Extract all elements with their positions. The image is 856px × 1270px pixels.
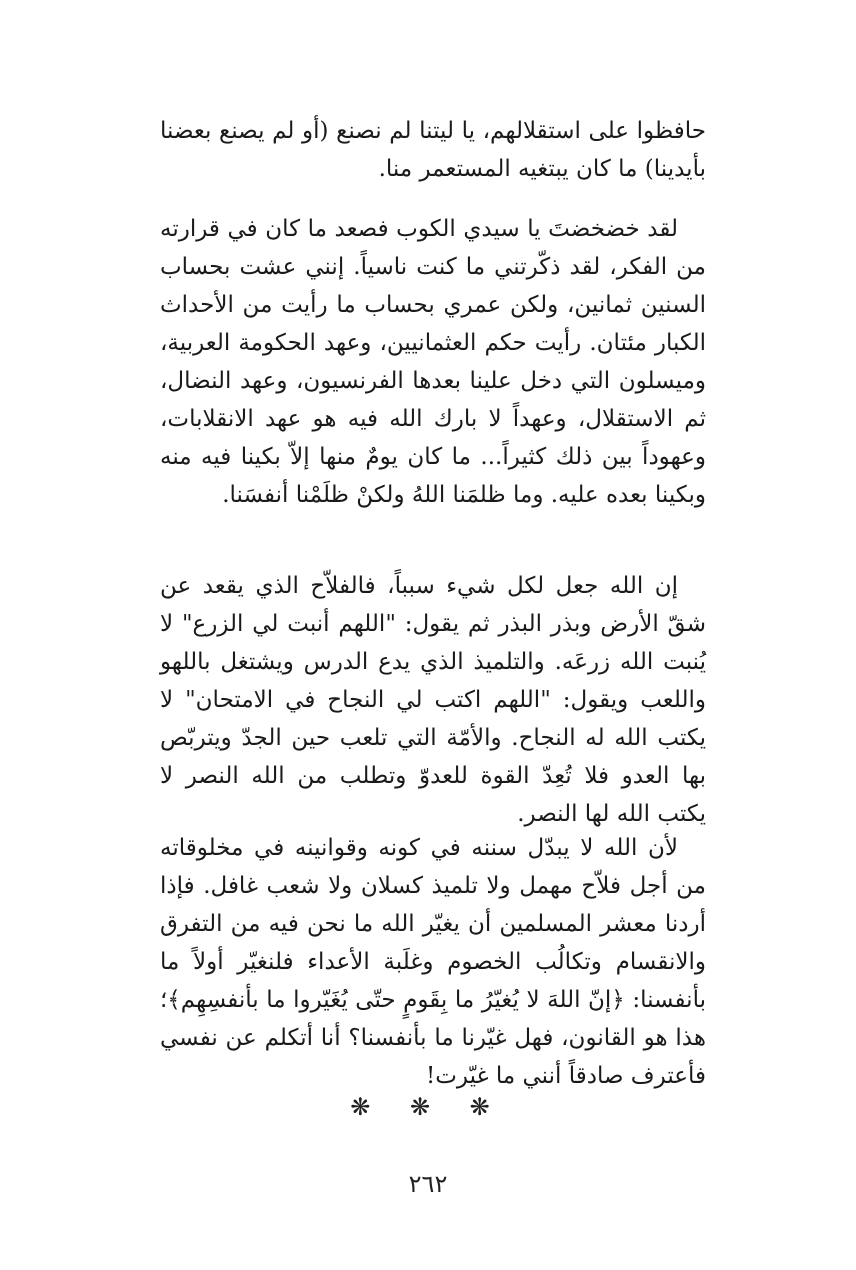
section-separator: ❋ ❋ ❋ xyxy=(350,1093,506,1121)
paragraph-3: إن الله جعل لكل شيء سبباً، فالفلاّح الذي يقعد عن شقّ الأرض وبذر البذر ثم يقول: "اللهم أنبت لي الزرع" لا يُنبت الله زرعَه. والتلميذ الذي يدع الدرس ويشتغل باللهو واللعب ويقول: "اللهم اكتب لي النجاح في الامتحان" لا يكتب الله له النجاح. والأمّة التي تلعب حين الجدّ ويتربّص بها العدو فلا تُعِدّ القوة للعدوّ وتطلب من الله النصر لا يكتب الله لها النصر. xyxy=(160,573,706,827)
paragraph-4: لأن الله لا يبدّل سننه في كونه وقوانينه في مخلوقاته من أجل فلاّح مهمل ولا تلميذ كسلان ولا شعب غافل. فإذا أردنا معشر المسلمين أن يغيّر الله ما نحن فيه من التفرق والانقسام وتكالُب الخصوم وغلَبة الأعداء فلنغيّر أولاً ما بأنفسنا: ﴿إنّ اللهَ لا يُغيّرُ ما بِقَومٍ حتّى يُغَيّروا ما بأنفسِهِم﴾؛ هذا هو القانون، فهل غيّرنا ما بأنفسنا؟ أنا أتكلم عن نفسي فأعترف صادقاً أنني ما غيّرت! xyxy=(160,835,706,1089)
paragraph-1: حافظوا على استقلالهم، يا ليتنا لم نصنع (أو لم يصنع بعضنا بأيدينا) ما كان يبتغيه المستعمر منا. xyxy=(160,118,706,182)
page-number: ٢٦٢ xyxy=(408,1170,448,1198)
paragraph-2: لقد خضخضتَ يا سيدي الكوب فصعد ما كان في قرارته من الفكر، لقد ذكّرتني ما كنت ناسياً. إنني عشت بحساب السنين ثمانين، ولكن عمري بحساب ما رأيت من الأحداث الكبار مئتان. رأيت حكم العثمانيين، وعهد الحكومة العربية، وميسلون التي دخل علينا بعدها الفرنسيون، وعهد النضال، ثم الاستقلال، وعهداً لا بارك الله فيه هو عهد الانقلابات، وعهوداً بين ذلك كثيراً... ما كان يومٌ منها إلاّ بكينا فيه منه وبكينا بعده عليه. وما ظلمَنا اللهُ ولكنْ ظلَمْنا أنفسَنا. xyxy=(160,216,706,508)
